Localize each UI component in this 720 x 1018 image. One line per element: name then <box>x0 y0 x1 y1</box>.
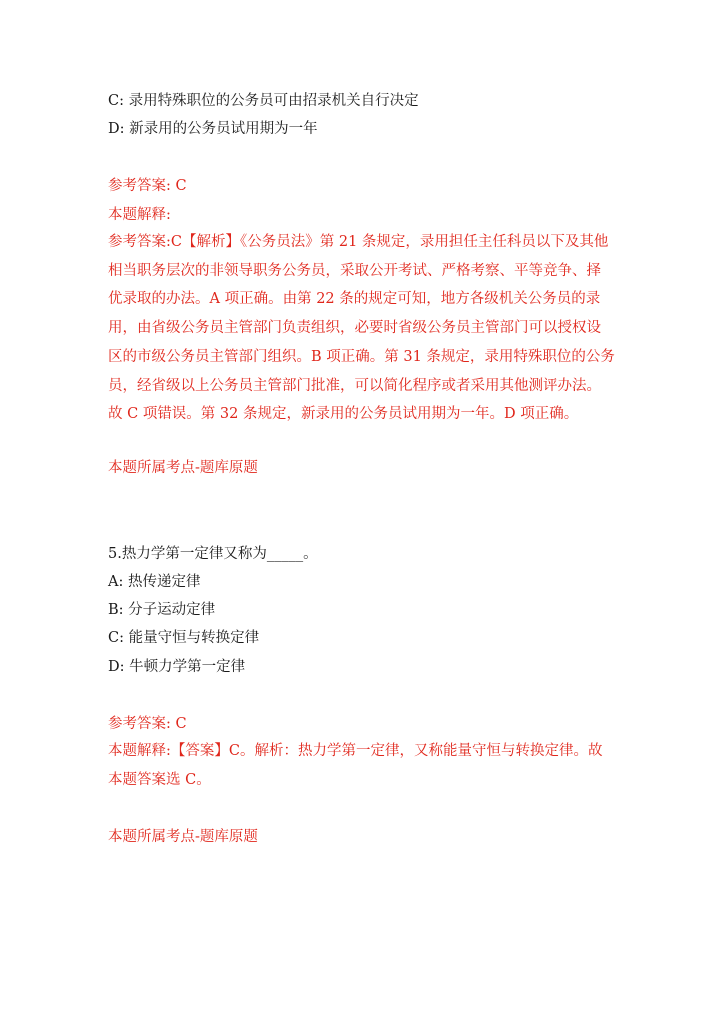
q4-explanation-line: 故 C 项错误。第 32 条规定，新录用的公务员试用期为一年。D 项正确。 <box>108 406 579 423</box>
q4-option-c: C: 录用特殊职位的公务员可由招录机关自行决定 <box>108 93 419 109</box>
q5-question: 5.热力学第一定律又称为_____。 <box>108 546 318 562</box>
q4-answer: 参考答案: C <box>108 178 187 194</box>
q4-explanation-line: 区的市级公务员主管部门组织。B 项正确。第 31 条规定，录用特殊职位的公务 <box>108 348 615 365</box>
q4-explanation-line: 用，由省级公务员主管部门负责组织，必要时省级公务员主管部门可以授权设 <box>108 320 601 337</box>
q5-explanation-line: 本题解释:【答案】C。解析：热力学第一定律，又称能量守恒与转换定律。故 <box>108 743 603 759</box>
q5-source: 本题所属考点-题库原题 <box>108 829 258 845</box>
q4-option-d: D: 新录用的公务员试用期为一年 <box>108 121 318 137</box>
q5-option-b: B: 分子运动定律 <box>108 602 216 618</box>
q5-explanation <box>108 737 606 794</box>
q4-explanation-line: 参考答案:C【解析】《公务员法》第 21 条规定，录用担任主任科员以下及其他 <box>108 234 609 250</box>
q5-answer: 参考答案: C <box>108 716 187 732</box>
q5-option-a: A: 热传递定律 <box>108 574 201 590</box>
q4-explanation-line: 相当职务层次的非领导职务公务员，采取公开考试、严格考察、平等竞争、择 <box>108 262 601 279</box>
q4-explanation-label: 本题解释: <box>108 207 171 223</box>
q5-explanation-line: 本题答案选 C。 <box>108 771 211 788</box>
q5-option-c: C: 能量守恒与转换定律 <box>108 630 260 646</box>
q4-explanation-line: 优录取的办法。A 项正确。由第 22 条的规定可知，地方各级机关公务员的录 <box>108 291 601 308</box>
q4-source: 本题所属考点-题库原题 <box>108 460 258 476</box>
q4-explanation-line: 员，经省级以上公务员主管部门批准，可以简化程序或者采用其他测评办法。 <box>108 377 601 394</box>
q5-option-d: D: 牛顿力学第一定律 <box>108 659 246 675</box>
q4-explanation <box>108 228 615 429</box>
